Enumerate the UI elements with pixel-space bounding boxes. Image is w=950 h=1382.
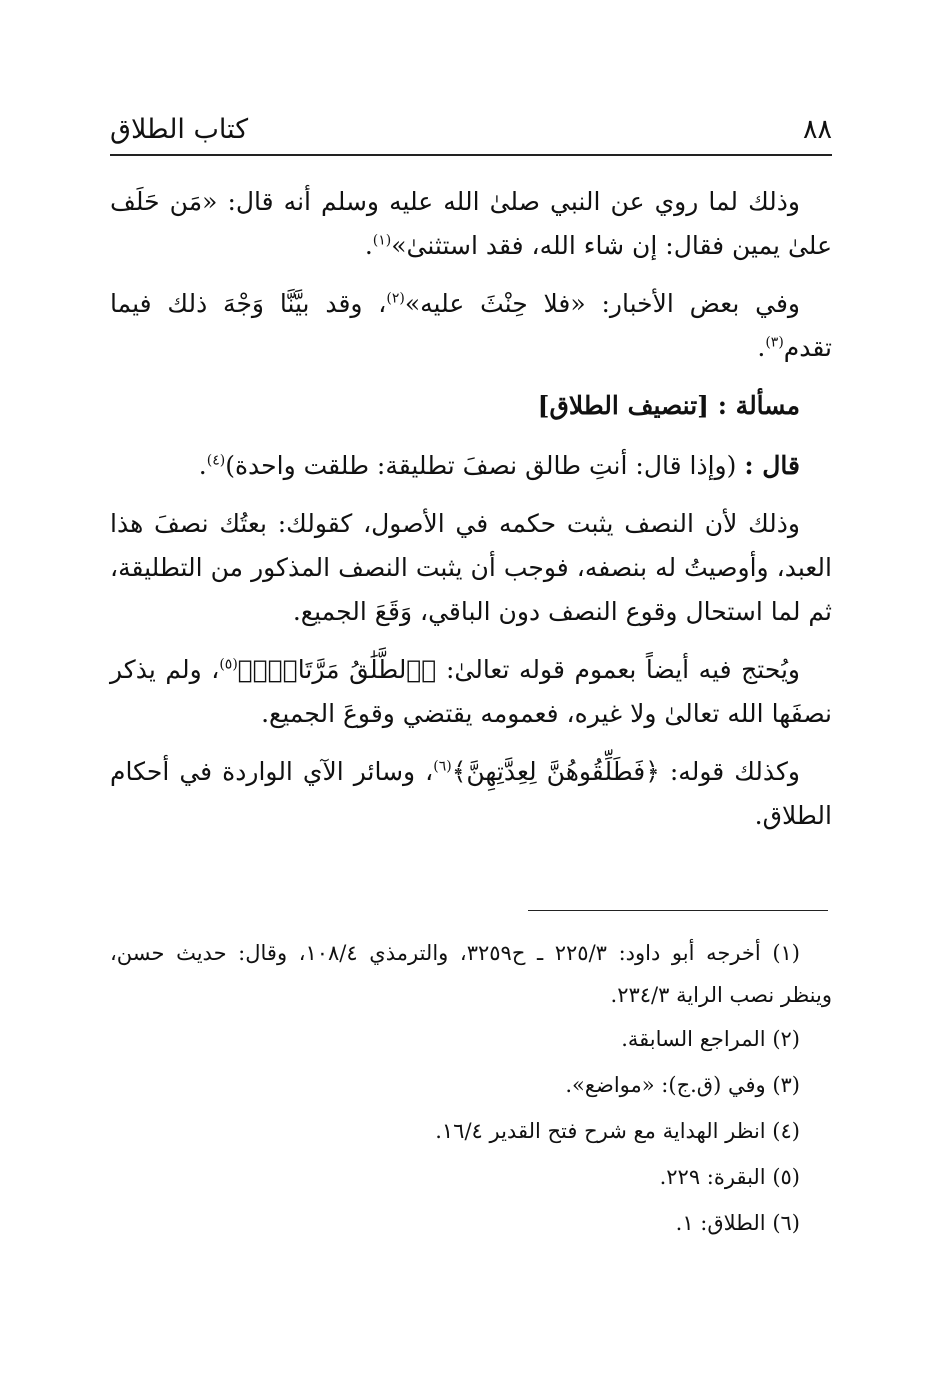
footnote-divider xyxy=(528,910,828,911)
paragraph-qal: قال : (وإذا قال: أنتِ طالق نصفَ تطليقة: طلقت واحدة)$^{(٤)}$. xyxy=(198,451,800,480)
footnotes xyxy=(110,932,832,1246)
paragraph-hadith: وذلك لما روي عن النبي صلىٰ الله عليه وسلم أنه قال: «مَن حَلَف علىٰ يمين فقال: إن شاء الله، فقد استثنىٰ»$^{(١)}$. xyxy=(110,187,832,260)
paragraph-reasoning: وذلك لأن النصف يثبت حكمه في الأصول، كقولك: بعتُك نصفَ هذا العبد، وأوصيتُ له بنصفه، فوجب أن يثبت النصف المذكور من التطليقة، ثم لما استحال وقوع النصف دون الباقي، وَقَعَ الجميع. xyxy=(110,509,832,626)
paragraph-quran-2: وكذلك قوله: ﴿فَطَلِّقُوهُنَّ لِعِدَّتِهِنَّ﴾$^{(٦)}$، وسائر الآي الواردة في أحكام الطلاق. xyxy=(110,757,832,830)
paragraph-akhbar: وفي بعض الأخبار: «فلا حِنْثَ عليه»$^{(٢)}$، وقد بيَّنَّا وَجْهَ ذلك فيما تقدم$^{(٣)}$. xyxy=(110,289,832,362)
footnote-ref-4: (٤) xyxy=(206,452,226,469)
footnote-ref-1: (١) xyxy=(372,232,392,249)
footnote-1: (١) أخرجه أبو داود: ٢٢٥/٣ ـ ح٣٢٥٩، والترمذي ١٠٨/٤، وقال: حديث حسن، وينظر نصب الراية ٢٣٤/٣. xyxy=(110,941,832,1007)
footnote-ref-6: (٦) xyxy=(433,758,452,775)
footnote-4: (٤) انظر الهداية مع شرح فتح القدير ١٦/٤. xyxy=(435,1119,800,1143)
page-number: ٨٨ xyxy=(802,114,832,145)
footnote-ref-2: (٢) xyxy=(386,290,405,307)
footnote-ref-5: (٥) xyxy=(219,656,238,673)
heading-label: مسألة : xyxy=(717,391,800,420)
qal-label: قال : xyxy=(744,451,800,480)
footnote-ref-3: (٣) xyxy=(765,334,784,351)
footnote-3: (٣) وفي (ق.ج): «مواضع». xyxy=(565,1073,800,1097)
footnote-2: (٢) المراجع السابقة. xyxy=(621,1027,800,1051)
main-text xyxy=(110,180,832,852)
section-heading xyxy=(110,384,832,428)
footnote-5: (٥) البقرة: ٢٢٩. xyxy=(659,1165,800,1189)
running-title: كتاب الطلاق xyxy=(110,114,249,145)
footnote-6: (٦) الطلاق: ١. xyxy=(675,1211,800,1235)
paragraph-quran-1: ويُحتج فيه أيضاً بعموم قوله تعالىٰ: ﴿ٱلطَّلَٰقُ مَرَّتَانِۖ﴾$^{(٥)}$، ولم يذكر نصفَها الله تعالىٰ ولا غيره، فعمومه يقتضي وقوعَ الجميع. xyxy=(110,655,832,728)
heading-title: [تنصيف الطلاق] xyxy=(537,391,710,420)
page-header xyxy=(110,108,832,156)
